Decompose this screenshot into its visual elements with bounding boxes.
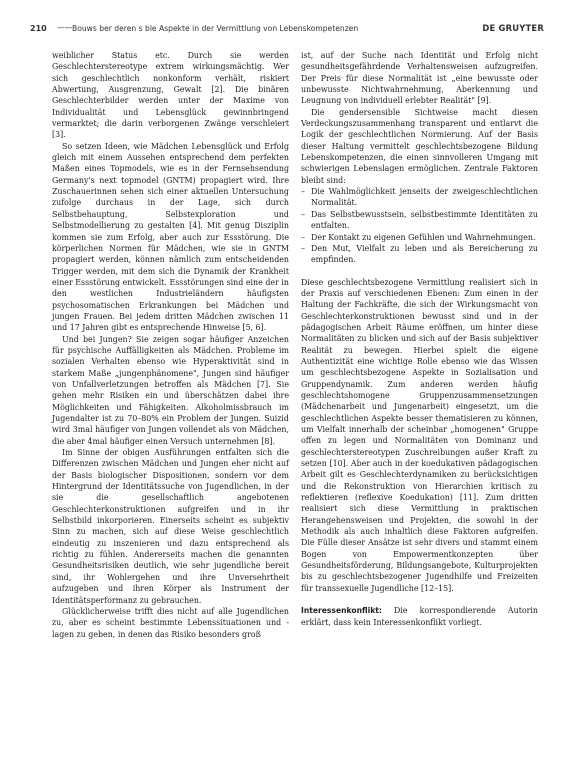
list-item: – Den Mut, Vielfalt zu leben und als Bereicherung zu empfinden.: [301, 243, 538, 266]
paragraph: Diese geschlechtsbezogene Vermittlung realisiert sich in der Praxis auf verschiedenen Ebenen: Zum einen in der Haltung der Fachkräfte, die sich der Wirkungsmacht von Geschlechterkonstruktionen bewusst sind und in der pädagogischen Arbeit Räume eröffnen, um hinter diese Normalitäten zu blicken und sich auf der Basis subjektiver Realität zu bewegen. Hierbei spielt die eigene Authentizität eine wichtige Rolle ebenso wie das Wissen um geschlechtsbezogene Aspekte in Sozialisation und Gruppendynamik. Zum anderen werden häufig geschlechtshomogene Gruppenzusammensetzungen (Mädchenarbeit und Jungenarbeit) eingesetzt, um die geschlechtlichen Aspekte besser thematisieren zu können, um Vielfalt innerhalb der scheinbar „homogenen" Gruppe offen zu legen und Normalitäten von Dominanz und geschlechterstereotypen Zuschreibungen außer Kraft zu setzen [10]. Aber auch in der koedukativen pädagogischen Arbeit gilt es Geschlechterdynamiken zu berücksichtigen und die Rekonstruktion von Hierarchien kritisch zu reflektieren (reflexive Koedukation) [11]. Zum dritten realisiert sich diese Vermittlung in praktischen Herangehensweisen und Projekten, die sowohl in der Methodik als auch inhaltlich diese Faktoren aufgreifen. Die Fülle dieser Ansätze ist sehr divers und stammt einem Bogen von Empowermentkonzepten über Gesundheitsförderung, Bildungsangebote, Kulturprojekten bis zu geschlechtsbezogener Jugendhilfe und Freizeiten für transsexuelle Jugendliche [12–15].: [301, 277, 538, 593]
paragraph: Im Sinne der obigen Ausführungen entfalten sich die Differenzen zwischen Mädchen und Jungen eher nicht auf der Basis biologischer Dispositionen, sondern vor dem Hintergrund der Identitätssuche von Jugendlichen, in der sie die gesellschaftlich angebotenen Geschlechterkonstruktionen aufgreifen und in ihr Selbstbild inkorporieren. Einerseits scheint es subjektiv Sinn zu machen, sich auf diese Weise geschlechtlich eindeutig zu inszenieren und dazu entsprechend als richtig zu fühlen. Andererseits machen die genannten Gesundheitsrisiken deutlich, wie sehr jugendliche bereit sind, ihr Wohlergehen und ihre Unversehrtheit aufzugeben und ihren Körper als Instrument der Identitätsperformanz zu gebrauchen.: [52, 448, 289, 605]
list-item: – Die Wahlmöglichkeit jenseits der zweigeschlechtlichen Normalität.: [301, 186, 538, 209]
right-column: [301, 50, 538, 628]
running-head: [30, 23, 544, 37]
list-item: – Das Selbstbewusstsein, selbstbestimmte Identitäten zu entfalten.: [301, 209, 538, 232]
paragraph: Glücklicherweise trifft dies nicht auf alle Jugendlichen zu, aber es scheint bestimmte Lebenssituationen und -lagen zu geben, in denen das Risiko besonders groß: [52, 606, 289, 639]
conflict-of-interest: [301, 605, 538, 628]
list-item: – Der Kontakt zu eigenen Gefühlen und Wahrnehmungen.: [301, 232, 538, 243]
paragraph: ist, auf der Suche nach Identität und Erfolg nicht gesundheitsgefährdende Verhaltensweisen aufzugreifen. Der Preis für diese Normalität ist „eine bewusste oder unbewusste Nichtwahrnehmung, Aberkennung und Leugnung von individuell erlebter Realität" [9].: [301, 51, 538, 106]
left-column: [52, 50, 289, 640]
publisher-logo: DE GRUYTER: [482, 23, 544, 33]
factor-list: [301, 186, 538, 265]
conflict-label: Interessenkonflikt:: [301, 606, 382, 616]
header-dash: ——: [57, 23, 73, 32]
paragraph: Und bei Jungen? Sie zeigen sogar häufiger Anzeichen für psychische Auffälligkeiten als Mädchen. Probleme im sozialen Verhalten ebenso wie Hyperaktivität sind in starkem Maße „jungenphänomene", Jungen sind häufiger von Unfallverletzungen betroffen als Mädchen [7]. Sie gehen mehr Risiken ein und überschätzen dabei ihre Möglichkeiten und Fähigkeiten. Alkoholmissbrauch im Jugendalter ist zu 70–80% ein Problem der Jungen. Suizid wird 3mal häufiger von Jungen vollendet als von Mädchen, die aber 4mal häufiger einen Versuch unternehmen [8].: [52, 334, 289, 446]
conflict-text: Die korrespondierende Autorin erklärt, dass kein Interessenkonflikt vorliegt.: [301, 606, 538, 627]
page-number: 210: [30, 24, 47, 33]
paragraph: Die gendersensible Sichtweise macht diesen Verdeckungszusammenhang transparent und entlarvt die Logik der geschlechtlichen Normierung. Auf der Basis dieser Haltung vermittelt geschlechtsbezogene Bildung Lebenskompetenzen, die einen sinnvolleren Umgang mit schwierigen Lebenslagen ermöglichen. Zentrale Faktoren bleibt sind:: [301, 107, 538, 185]
paragraph: So setzen Ideen, wie Mädchen Lebensglück und Erfolg gleich mit einem Aussehen entsprechend dem perfekten Maßen eines Topmodels, wie es in der Fernsehsendung Germany's next topmodel (GNTM) propagiert wird. Ihre Zuschauerinnen sehen sich einer aktuellen Untersuchung zufolge durchaus in der Lage, sich durch Selbstbehauptung, Selbstexploration und Selbstmodellierung zu gestalten [4]. Mit genug Disziplin kommen sie zum Erfolg, aber auch zur Essstörung. Die körperlichen Normen für Mädchen, wie sie in GNTM propagiert werden, können nämlich zum entscheidenden Trigger werden, mit dem sich die Dynamik der Krankheit einer Essstörung entwickelt. Essstörungen sind eine der in den westlichen Industrieländern häufigsten psychosomatischen Erkrankungen bei Mädchen und jungen Frauen. Bei jedem dritten Mädchen zwischen 11 und 17 Jahren gibt es entsprechende Hinweise [5, 6].: [52, 141, 289, 333]
running-title: Bouws ber deren s ble Aspekte in der Vermittlung von Lebenskompetenzen: [72, 24, 359, 33]
paragraph: weiblicher Status etc. Durch sie werden Geschlechterstereotype extrem wirkungsmächtig. Wer sich geschlechtlich nonkonform verhält, riskiert Abwertung, Ausgrenzung, Gewalt [2]. Die binären Geschlechterbilder werden unter der Maxime von Individualität und Lebensglück gewinnbringend vermarktet; die darin verborgenen Zwänge verschleiert [3].: [52, 51, 289, 140]
